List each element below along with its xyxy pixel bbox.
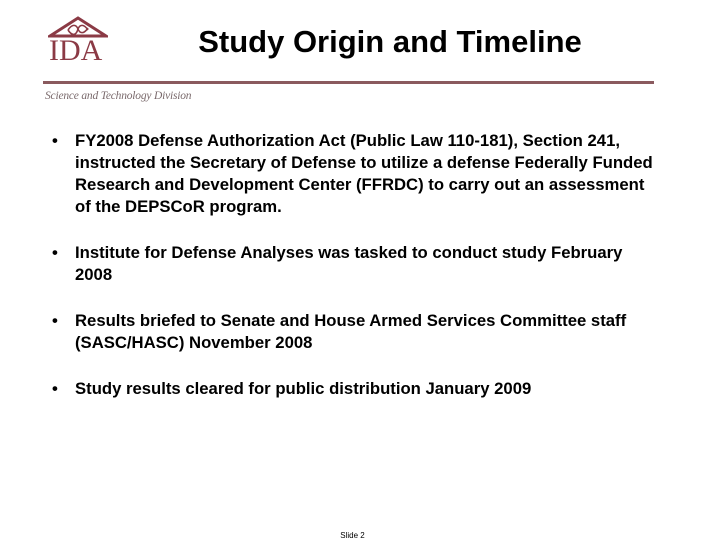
header-divider <box>43 81 654 84</box>
bullet-text: FY2008 Defense Authorization Act (Public Law 110-181), Section 241, instructed the Secretary of Defense to utilize a defense Federally Funded Research and Development Center (FFRDC) to carry out an assessment of the DEPSCoR program. <box>75 131 653 216</box>
bullet-text: Institute for Defense Analyses was tasked to conduct study February 2008 <box>75 243 623 284</box>
bullet-item <box>50 310 660 354</box>
bullet-item <box>50 130 660 218</box>
bullet-item <box>50 242 660 286</box>
bullet-dot: • <box>52 379 58 398</box>
bullet-text: Study results cleared for public distribution January 2009 <box>75 379 532 398</box>
bullet-list <box>50 130 660 424</box>
slide-title: Study Origin and Timeline <box>198 24 582 59</box>
division-label: Science and Technology Division <box>45 90 192 102</box>
bullet-dot: • <box>52 131 58 150</box>
bullet-item <box>50 378 660 400</box>
bullet-text: Results briefed to Senate and House Armed Services Committee staff (SASC/HASC) November 2008 <box>75 311 627 352</box>
ida-logo-text: IDA <box>49 34 103 67</box>
bullet-dot: • <box>52 243 58 262</box>
bullet-dot: • <box>52 311 58 330</box>
slide-number: Slide 2 <box>340 531 365 540</box>
